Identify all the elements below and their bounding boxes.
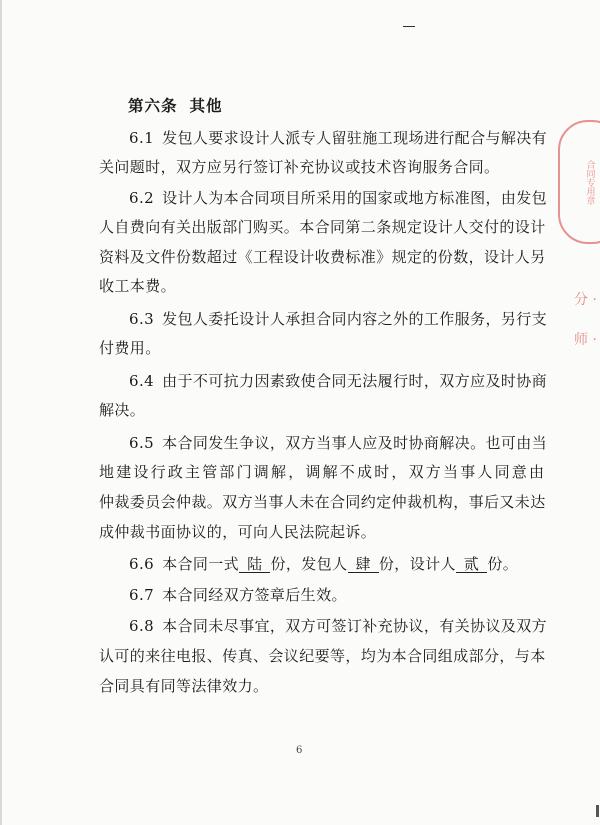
section-number: 第六条	[128, 96, 178, 115]
paragraph-6-2-line-3: 资料及文件份数超过《工程设计收费标准》规定的份数，设计人另	[99, 248, 546, 266]
clause-text: 本合同未尽事宜，双方可签订补充协议，有关协议及双方	[162, 617, 548, 635]
paragraph-6-8-line-3: 合同具有同等法律效力。	[99, 677, 269, 695]
paragraph-6-8-line-1	[129, 615, 547, 636]
clause-text: 本合同经双方签章后生效。	[162, 586, 347, 604]
paragraph-6-5-line-2: 地建设行政主管部门调解，调解不成时，双方当事人同意由	[99, 463, 547, 481]
paragraph-6-5-line-1	[129, 432, 547, 453]
section-title	[128, 94, 223, 116]
clause-text: 本合同发生争议，双方当事人应及时协商解决。也可由当	[162, 434, 548, 452]
seal-stamp-partial: 分 · 师 ·	[574, 292, 597, 348]
clause-number: 6.2	[129, 189, 155, 207]
clause-text: 本合同一式	[162, 555, 240, 573]
paragraph-6-4-line-1	[129, 370, 547, 391]
paragraph-6-3-line-1	[129, 308, 547, 329]
paragraph-6-3-line-2: 付费用。	[99, 339, 161, 357]
clause-number: 6.6	[129, 555, 155, 573]
paragraph-6-5-line-3: 仲裁委员会仲裁。双方当事人未在合同约定仲裁机构，事后又未达	[99, 493, 546, 511]
clause-number: 6.8	[129, 617, 155, 635]
clause-number: 6.3	[129, 310, 155, 328]
paragraph-6-7	[129, 584, 347, 605]
paragraph-6-1-line-2: 关问题时，双方应另行签订补充协议或技术咨询服务合同。	[99, 158, 500, 176]
paragraph-6-2-line-1	[129, 187, 547, 208]
clause-text: 份。	[487, 555, 519, 573]
seal-text: 合同专用章	[584, 159, 595, 205]
scan-edge-mark	[596, 805, 599, 817]
paragraph-6-8-line-2: 认可的来往电报、传真、会议纪要等，均为本合同组成部分，与本	[99, 647, 546, 665]
clause-text: 设计人为本合同项目所采用的国家或地方标准图，由发包	[162, 189, 548, 207]
paragraph-6-2-line-4: 收工本费。	[99, 277, 177, 295]
clause-number: 6.7	[129, 586, 155, 604]
clause-text: 份，设计人	[378, 555, 456, 573]
paragraph-6-2-line-2: 人自费向有关出版部门购买。本合同第二条规定设计人交付的设计	[99, 218, 546, 236]
paragraph-6-4-line-2: 解决。	[99, 401, 146, 419]
clause-number: 6.5	[129, 434, 155, 452]
seal-stamp-top	[558, 120, 600, 244]
copies-designer-field: 贰	[456, 556, 487, 573]
paragraph-6-6	[129, 553, 518, 574]
copies-total-field: 陆	[239, 556, 270, 573]
clause-text: 发包人要求设计人派专人留驻施工现场进行配合与解决有	[162, 129, 548, 147]
paragraph-6-1-line-1	[129, 127, 547, 148]
clause-text: 份，发包人	[270, 555, 348, 573]
header-dash	[403, 26, 415, 27]
paragraph-6-5-line-4: 成仲裁书面协议的，可向人民法院起诉。	[99, 523, 377, 541]
copies-client-field: 肆	[348, 556, 379, 573]
clause-number: 6.4	[129, 372, 155, 390]
section-title-text: 其他	[189, 96, 223, 115]
clause-text: 由于不可抗力因素致使合同无法履行时，双方应及时协商	[162, 372, 548, 390]
clause-number: 6.1	[129, 129, 155, 147]
clause-text: 发包人委托设计人承担合同内容之外的工作服务，另行支	[162, 310, 548, 328]
page-number: 6	[296, 745, 303, 756]
